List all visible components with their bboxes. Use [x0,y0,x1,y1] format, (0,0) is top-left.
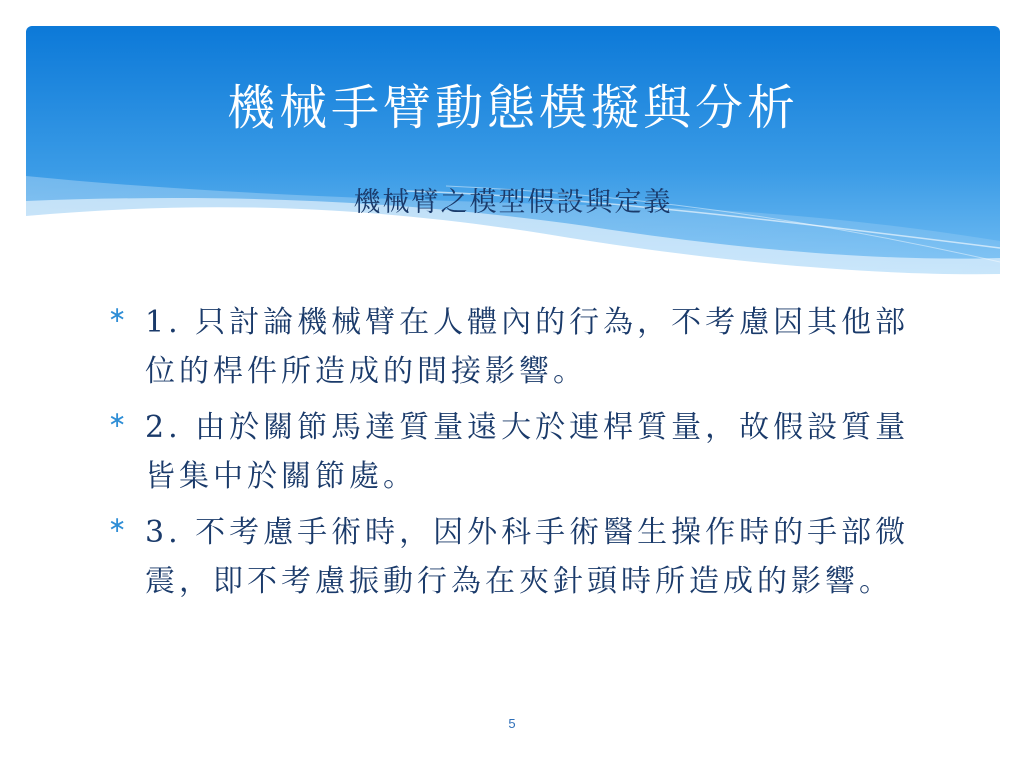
slide-subtitle: 機械臂之模型假設與定義 [353,187,673,218]
bullet-item-3 [108,508,928,606]
slide-title: 機械手臂動態模擬與分析 [226,80,799,136]
bullet-marker-icon: ∗ [108,303,127,328]
bullet-item-2 [108,403,928,501]
bullet-text: 2. 由於關節馬達質量遠大於連桿質量，故假設質量皆集中於關節處。 [145,410,910,494]
bullet-marker-icon: ∗ [108,513,127,538]
title-banner [26,26,1000,286]
bullet-list [108,298,928,613]
page-number: 5 [508,716,516,731]
bullet-marker-icon: ∗ [108,408,127,433]
bullet-text: 3. 不考慮手術時，因外科手術醫生操作時的手部微震，即不考慮振動行為在夾針頭時所造成的影響。 [145,515,910,599]
banner-wave-graphic [26,26,1000,286]
bullet-text: 1. 只討論機械臂在人體內的行為，不考慮因其他部位的桿件所造成的間接影響。 [145,305,910,389]
bullet-item-1 [108,298,928,396]
